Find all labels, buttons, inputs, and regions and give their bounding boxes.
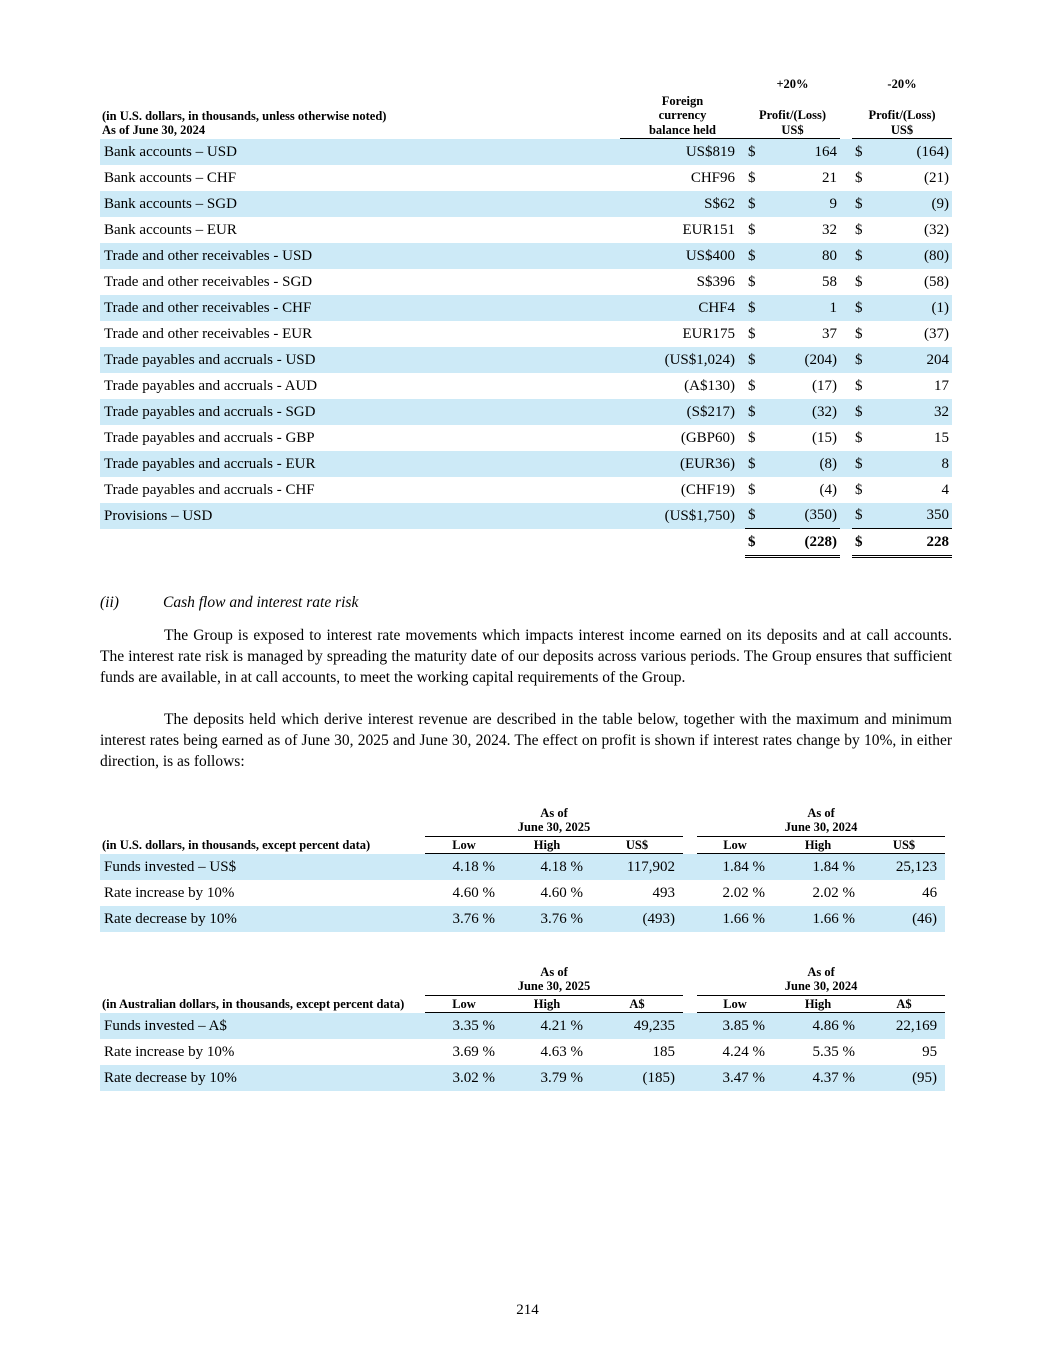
amount-2025-cell: 185 — [652, 1043, 676, 1060]
high-2025-cell: 4.18 % — [503, 854, 591, 880]
fx-plus20-cell: 1 — [765, 295, 840, 321]
page-number: 214 — [516, 1302, 539, 1318]
fx-plus20-cell: (350) — [765, 503, 840, 529]
low-2025-cell: 4.60 % — [452, 884, 495, 901]
section-heading — [100, 594, 952, 612]
fx-plus20-cell: 164 — [765, 139, 840, 165]
dollar-sign: $ — [745, 191, 765, 217]
rate-table-row — [100, 1065, 945, 1091]
rate-table-row — [100, 854, 945, 880]
section-number: (ii) — [100, 594, 119, 611]
fx-plus20-cell: (204) — [765, 347, 840, 373]
rate-table-row — [100, 906, 945, 932]
low-2025-cell: 3.35 % — [425, 1013, 503, 1039]
fx-table-row — [100, 191, 952, 217]
fx-table-row — [100, 269, 952, 295]
dollar-sign: $ — [745, 529, 765, 557]
fx-balance-cell: EUR175 — [682, 325, 735, 342]
fx-minus20-cell: 204 — [872, 347, 952, 373]
usd-stub-header: (in U.S. dollars, in thousands, except percent data) — [102, 838, 371, 853]
high-2025-header: High — [503, 836, 591, 854]
low-2024-cell: 3.85 % — [697, 1013, 773, 1039]
fx-plus20-cell: 80 — [765, 243, 840, 269]
period-2024-header: As of June 30, 2024 — [697, 964, 945, 996]
rate-row-label: Rate increase by 10% — [104, 1043, 235, 1060]
fx-balance-cell: (EUR36) — [620, 451, 745, 477]
fx-table-row — [100, 451, 952, 477]
dollar-sign: $ — [745, 243, 765, 269]
fx-minus20-cell: 15 — [934, 429, 950, 446]
profit-loss-minus20-header: Profit/(Loss) US$ — [852, 93, 952, 139]
fx-plus20-cell: (4) — [819, 481, 837, 498]
high-2024-cell: 4.37 % — [773, 1065, 863, 1091]
column-gap — [840, 269, 852, 295]
fx-table-row — [100, 347, 952, 373]
column-gap — [683, 1039, 697, 1065]
fx-plus20-cell: (8) — [765, 451, 840, 477]
rate-table-row — [100, 1039, 945, 1065]
fx-table-row — [100, 243, 952, 269]
fx-row-label: Trade payables and accruals - AUD — [104, 377, 318, 394]
dollar-sign: $ — [855, 429, 863, 446]
column-gap — [840, 165, 852, 191]
fx-minus20-cell: (58) — [924, 273, 950, 290]
fx-balance-cell: (US$1,024) — [620, 347, 745, 373]
dollar-sign: $ — [855, 325, 863, 342]
dollar-sign: $ — [852, 529, 872, 557]
high-2025-cell: 3.79 % — [503, 1065, 591, 1091]
fx-minus20-cell: (21) — [924, 169, 950, 186]
amount-2024-cell: 25,123 — [863, 854, 945, 880]
low-2024-cell: 4.24 % — [722, 1043, 766, 1060]
fx-minus20-cell: (9) — [872, 191, 952, 217]
amount-2024-cell: 22,169 — [863, 1013, 945, 1039]
fx-table-row — [100, 425, 952, 451]
column-gap — [840, 295, 852, 321]
fx-shift-header-row — [100, 76, 952, 93]
column-gap — [840, 373, 852, 399]
fx-table-row — [100, 503, 952, 529]
amount-2025-cell: (493) — [591, 906, 683, 932]
column-gap — [840, 217, 852, 243]
fx-sensitivity-table — [100, 76, 952, 558]
dollar-sign: $ — [748, 273, 756, 290]
dollar-sign: $ — [852, 347, 872, 373]
low-2024-cell: 3.47 % — [697, 1065, 773, 1091]
fx-minus20-cell: (1) — [872, 295, 952, 321]
usd-table-header — [100, 805, 945, 854]
column-gap — [840, 477, 852, 503]
fx-minus20-cell: (80) — [872, 243, 952, 269]
fx-balance-cell: S$62 — [620, 191, 745, 217]
fx-minus20-cell: (32) — [924, 221, 950, 238]
fx-minus20-cell: (164) — [872, 139, 952, 165]
fx-row-label: Trade payables and accruals - CHF — [104, 481, 315, 498]
dollar-sign: $ — [745, 347, 765, 373]
dollar-sign: $ — [748, 481, 756, 498]
high-2024-cell: 1.84 % — [773, 854, 863, 880]
dollar-sign: $ — [745, 295, 765, 321]
fx-row-label: Bank accounts – SGD — [100, 191, 620, 217]
aud-interest-rate-table — [100, 964, 945, 1091]
rate-row-label: Rate decrease by 10% — [100, 1065, 425, 1091]
dollar-sign: $ — [748, 325, 756, 342]
profit-loss-plus20-header: Profit/(Loss) US$ — [745, 93, 840, 139]
fx-total-minus20: 228 — [872, 529, 952, 557]
period-2025-header: As of June 30, 2025 — [425, 964, 683, 996]
usd-table-body — [100, 854, 945, 932]
column-gap — [840, 451, 852, 477]
section-title: Cash flow and interest rate risk — [163, 594, 359, 611]
column-gap — [840, 321, 852, 347]
rate-row-label: Funds invested – A$ — [100, 1013, 425, 1039]
dollar-sign: $ — [748, 429, 756, 446]
fx-balance-cell: (US$1,750) — [620, 503, 745, 529]
dollar-sign: $ — [852, 191, 872, 217]
dollar-sign: $ — [855, 169, 863, 186]
low-2025-header: Low — [425, 995, 503, 1013]
low-2024-cell: 1.84 % — [697, 854, 773, 880]
high-2025-cell: 4.63 % — [540, 1043, 583, 1060]
column-gap — [683, 1013, 697, 1039]
low-2024-header: Low — [697, 836, 773, 854]
paragraph-deposits-intro: The deposits held which derive interest revenue are described in the table below, together with the maximum and minimum interest rates being earned as of June 30, 2025 and June 30, 2024. The effect on profit is shown if interest rates change by 10%, in either direction, is as follows: — [100, 711, 952, 770]
paragraph-interest-rate-risk: The Group is exposed to interest rate movements which impacts interest income earned on its deposits and at call accounts. The interest rate risk is managed by spreading the maturity date of our deposits across various periods. The Group ensures that sufficient funds are available, in at call accounts, to meet the working capital requirements of the Group. — [100, 627, 952, 686]
fx-table-row — [100, 321, 952, 347]
fx-table-row — [100, 477, 952, 503]
amount-2025-header: US$ — [591, 836, 683, 854]
fx-balance-cell: US$400 — [620, 243, 745, 269]
column-gap — [840, 243, 852, 269]
dollar-sign: $ — [855, 221, 863, 238]
fx-table-body — [100, 139, 952, 529]
dollar-sign: $ — [745, 503, 765, 529]
fx-minus20-cell: 350 — [872, 503, 952, 529]
fx-total-row — [100, 529, 952, 557]
low-2025-cell: 3.02 % — [425, 1065, 503, 1091]
low-2025-cell: 4.18 % — [425, 854, 503, 880]
fx-column-header-row — [100, 93, 952, 139]
column-gap — [840, 503, 852, 529]
fx-row-label: Trade and other receivables - USD — [100, 243, 620, 269]
amount-2024-cell: (46) — [863, 906, 945, 932]
column-gap — [683, 906, 697, 932]
fx-row-label: Bank accounts – EUR — [104, 221, 237, 238]
amount-2024-cell: 95 — [922, 1043, 938, 1060]
low-2024-header: Low — [697, 995, 773, 1013]
fx-table-row — [100, 139, 952, 165]
aud-stub-header: (in Australian dollars, in thousands, except percent data) — [102, 997, 405, 1012]
amount-2025-cell: 117,902 — [591, 854, 683, 880]
fx-plus20-cell: 32 — [822, 221, 837, 238]
fx-row-label: Provisions – USD — [100, 503, 620, 529]
dollar-sign: $ — [745, 399, 765, 425]
fx-balance-cell: (CHF19) — [680, 481, 735, 498]
fx-row-label: Trade payables and accruals - GBP — [104, 429, 315, 446]
fx-minus20-cell: 8 — [872, 451, 952, 477]
high-2024-cell: 2.02 % — [812, 884, 856, 901]
stub-header-line2: As of June 30, 2024 — [102, 123, 206, 137]
high-2024-header: High — [773, 836, 863, 854]
dollar-sign: $ — [745, 139, 765, 165]
aud-table-body — [100, 1013, 945, 1091]
period-2025-header: As of June 30, 2025 — [425, 805, 683, 837]
low-2024-cell: 2.02 % — [722, 884, 766, 901]
low-2025-cell: 3.76 % — [425, 906, 503, 932]
period-2024-header: As of June 30, 2024 — [697, 805, 945, 837]
high-2025-header: High — [503, 995, 591, 1013]
fx-plus20-cell: 37 — [822, 325, 837, 342]
rate-table-row — [100, 880, 945, 906]
fx-row-label: Trade payables and accruals - SGD — [100, 399, 620, 425]
high-2025-cell: 3.76 % — [503, 906, 591, 932]
fx-row-label: Trade payables and accruals - EUR — [100, 451, 620, 477]
high-2024-cell: 5.35 % — [812, 1043, 856, 1060]
fx-row-label: Trade and other receivables - CHF — [100, 295, 620, 321]
fx-table-row — [100, 399, 952, 425]
dollar-sign: $ — [745, 451, 765, 477]
fx-table-row — [100, 165, 952, 191]
fx-plus20-cell: 58 — [822, 273, 837, 290]
dollar-sign: $ — [855, 273, 863, 290]
fx-plus20-cell: (17) — [812, 377, 837, 394]
amount-2025-cell: (185) — [591, 1065, 683, 1091]
minus20-header: -20% — [887, 77, 917, 91]
amount-2024-header: A$ — [863, 995, 945, 1013]
aud-column-header-row — [100, 995, 945, 1013]
aud-period-header-row — [100, 964, 945, 996]
fx-row-label: Bank accounts – CHF — [104, 169, 237, 186]
fx-minus20-cell: (37) — [924, 325, 950, 342]
column-gap — [840, 139, 852, 165]
column-gap — [683, 854, 697, 880]
column-gap — [840, 191, 852, 217]
fx-plus20-cell: (32) — [765, 399, 840, 425]
dollar-sign: $ — [748, 221, 756, 238]
aud-table-header — [100, 964, 945, 1013]
dollar-sign: $ — [855, 377, 863, 394]
fx-balance-cell: US$819 — [620, 139, 745, 165]
fx-table-total — [100, 529, 952, 557]
dollar-sign: $ — [748, 377, 756, 394]
fx-balance-cell: (S$217) — [620, 399, 745, 425]
fx-table-row — [100, 217, 952, 243]
fx-stub-header — [100, 93, 620, 139]
amount-2024-header: US$ — [863, 836, 945, 854]
fx-row-label: Trade and other receivables - EUR — [104, 325, 313, 342]
dollar-sign: $ — [748, 169, 756, 186]
rate-row-label: Funds invested – US$ — [100, 854, 425, 880]
usd-column-header-row — [100, 836, 945, 854]
fx-plus20-cell: (15) — [812, 429, 837, 446]
fx-total-plus20: (228) — [765, 529, 840, 557]
amount-2025-header: A$ — [591, 995, 683, 1013]
fx-row-label: Trade and other receivables - SGD — [104, 273, 313, 290]
dollar-sign: $ — [852, 451, 872, 477]
fx-minus20-cell: 17 — [934, 377, 950, 394]
fx-minus20-cell: 4 — [941, 481, 950, 498]
high-2025-cell: 4.60 % — [540, 884, 583, 901]
fx-table-header — [100, 76, 952, 139]
fx-row-label: Trade payables and accruals - USD — [100, 347, 620, 373]
dollar-sign: $ — [852, 295, 872, 321]
usd-interest-rate-table — [100, 805, 945, 932]
amount-2025-cell: 493 — [652, 884, 676, 901]
fx-minus20-cell: 32 — [872, 399, 952, 425]
column-gap — [840, 399, 852, 425]
fx-balance-cell: (GBP60) — [680, 429, 735, 446]
fx-balance-cell: S$396 — [696, 273, 735, 290]
balance-held-header: Foreign currency balance held — [620, 93, 745, 139]
rate-row-label: Rate increase by 10% — [104, 884, 235, 901]
amount-2024-cell: 46 — [922, 884, 938, 901]
high-2024-header: High — [773, 995, 863, 1013]
fx-balance-cell: EUR151 — [682, 221, 735, 238]
low-2025-header: Low — [425, 836, 503, 854]
amount-2024-cell: (95) — [863, 1065, 945, 1091]
fx-table-row — [100, 373, 952, 399]
plus20-header: +20% — [776, 77, 809, 91]
column-gap — [840, 347, 852, 373]
low-2024-cell: 1.66 % — [697, 906, 773, 932]
dollar-sign: $ — [852, 139, 872, 165]
fx-row-label: Bank accounts – USD — [100, 139, 620, 165]
fx-plus20-cell: 21 — [822, 169, 837, 186]
column-gap — [683, 880, 697, 906]
high-2024-cell: 1.66 % — [773, 906, 863, 932]
dollar-sign: $ — [852, 243, 872, 269]
fx-balance-cell: CHF4 — [620, 295, 745, 321]
stub-header-line1: (in U.S. dollars, in thousands, unless otherwise noted) — [102, 108, 387, 123]
dollar-sign: $ — [855, 481, 863, 498]
low-2025-cell: 3.69 % — [452, 1043, 495, 1060]
usd-period-header-row — [100, 805, 945, 837]
dollar-sign: $ — [852, 503, 872, 529]
amount-2025-cell: 49,235 — [591, 1013, 683, 1039]
high-2025-cell: 4.21 % — [503, 1013, 591, 1039]
rate-table-row — [100, 1013, 945, 1039]
high-2024-cell: 4.86 % — [773, 1013, 863, 1039]
column-gap — [840, 425, 852, 451]
fx-plus20-cell: 9 — [765, 191, 840, 217]
fx-balance-cell: CHF96 — [690, 169, 735, 186]
fx-balance-cell: (A$130) — [684, 377, 735, 394]
rate-row-label: Rate decrease by 10% — [100, 906, 425, 932]
fx-table-row — [100, 295, 952, 321]
dollar-sign: $ — [852, 399, 872, 425]
column-gap — [683, 1065, 697, 1091]
